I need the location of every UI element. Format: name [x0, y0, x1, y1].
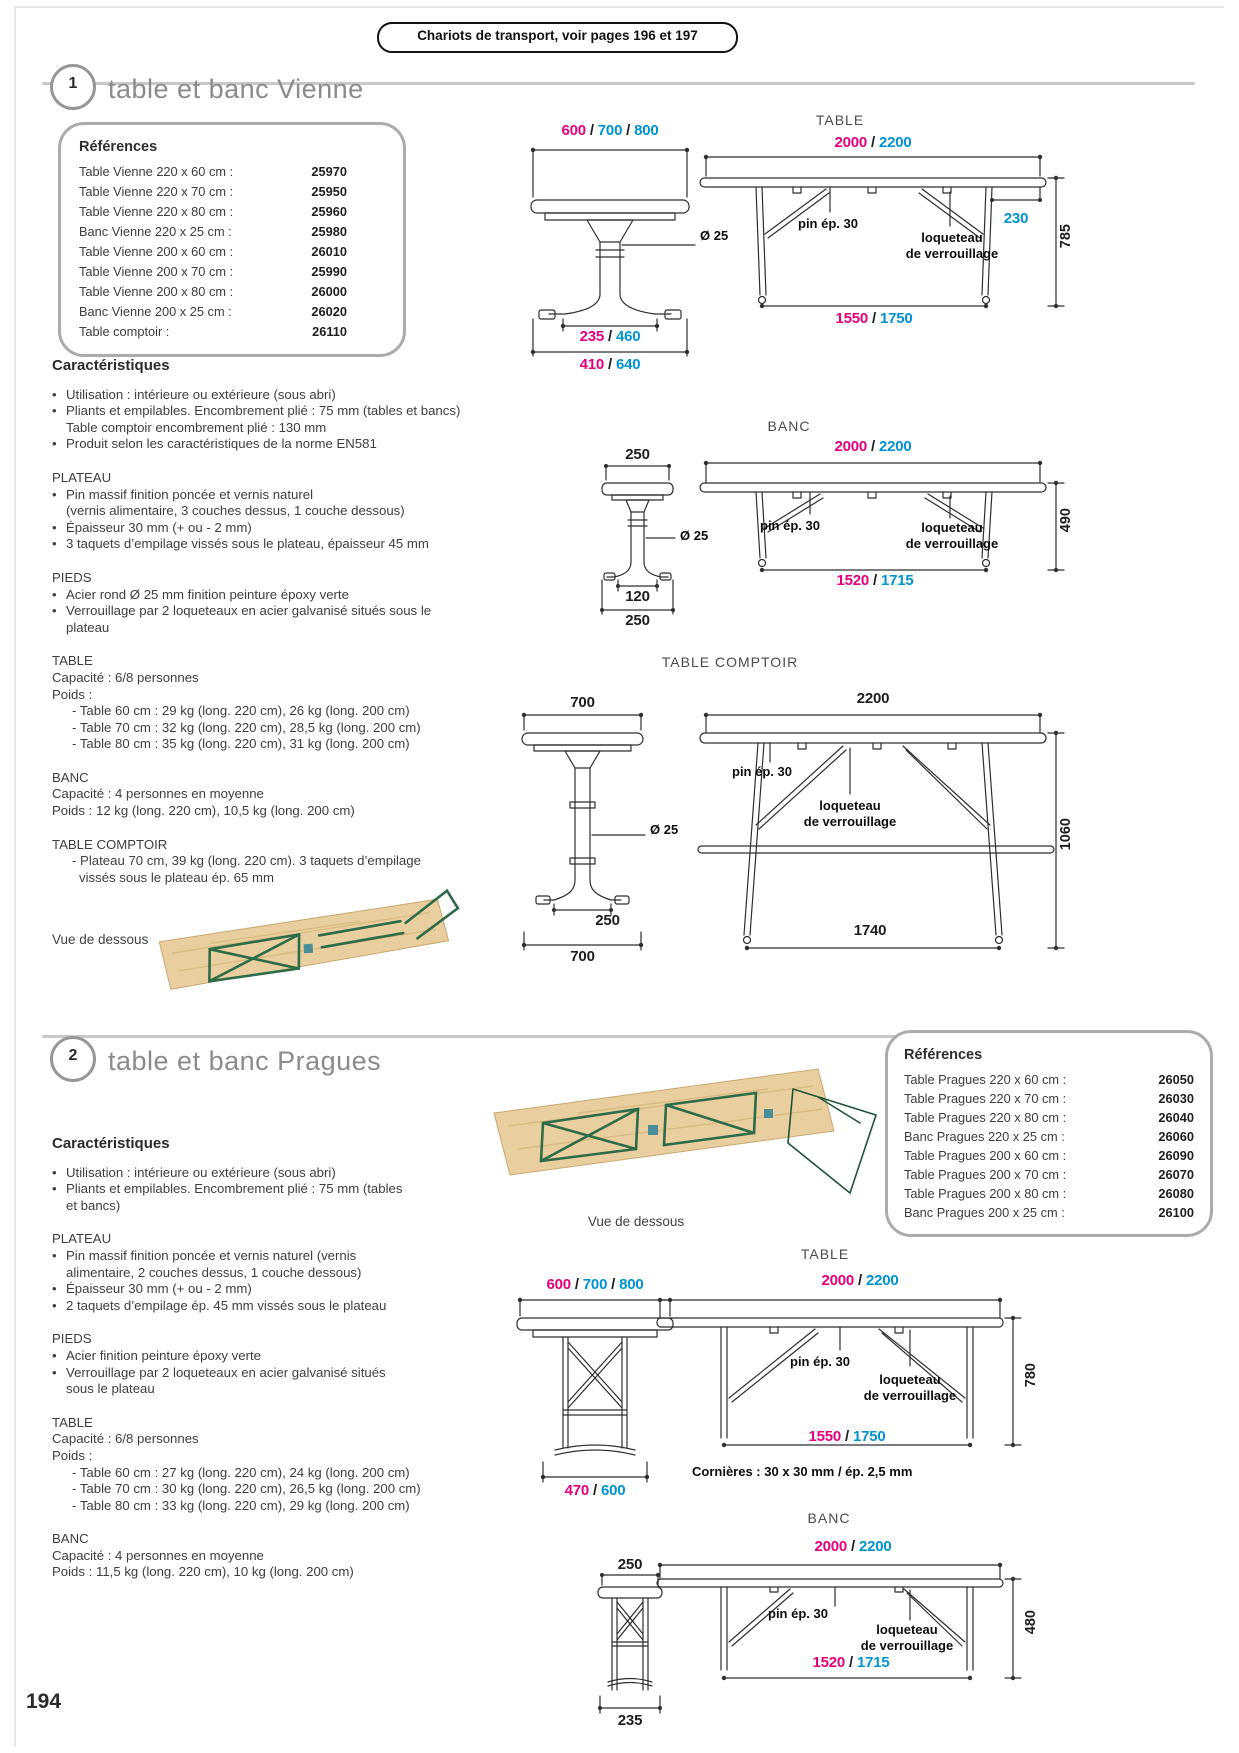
spec-line	[52, 1181, 532, 1198]
reference-row	[79, 182, 347, 202]
dimension-part: /	[604, 328, 616, 345]
diameter-label-table-end: Ø 25	[700, 228, 729, 243]
dimension-part: /	[847, 1538, 859, 1555]
spec-line: alimentaire, 2 couches dessus, 1 couche dessous)	[66, 1264, 362, 1280]
dim-banc-height: 490	[1058, 508, 1074, 533]
spec-line	[52, 1165, 532, 1182]
dimension-part: 1550	[808, 1428, 842, 1445]
dim-pragues-banc-leg-span	[751, 1654, 951, 1671]
spec-text: Pin massif finition poncée et vernis naturel	[66, 486, 314, 502]
spec-line: Poids :	[52, 686, 93, 702]
references-box-vienne	[58, 122, 406, 357]
reference-code: 26050	[1158, 1072, 1194, 1087]
spec-line	[52, 487, 532, 504]
caption-banc-pragues: BANC	[807, 1510, 851, 1526]
dimension-part: 2000	[821, 1272, 855, 1289]
dimension-part: 700	[582, 1276, 608, 1293]
reference-row	[904, 1146, 1194, 1165]
bullet-icon: •	[52, 1364, 57, 1380]
pin-thickness-label-banc: pin ép. 30	[760, 518, 820, 533]
spec-text: Utilisation : intérieure ou extérieure (sous abri)	[66, 386, 336, 402]
reference-label: Table Pragues 220 x 80 cm :	[904, 1110, 1067, 1125]
section1-title: table et banc Vienne	[108, 74, 364, 104]
dimension-part: 470	[564, 1482, 590, 1499]
vienne-banc-side-drawing	[698, 450, 1068, 578]
spec-line: TABLE COMPTOIR	[52, 836, 168, 852]
reference-code: 26000	[311, 284, 347, 299]
caption-table-comptoir: TABLE COMPTOIR	[661, 654, 799, 670]
reference-row	[79, 242, 347, 262]
vienne-underside-photo	[152, 886, 467, 1018]
spec-line: PLATEAU	[52, 469, 112, 485]
dim-banc-width: 250	[625, 446, 650, 463]
spec-line: - Table 70 cm : 32 kg (long. 220 cm), 28,5 kg (long. 200 cm)	[72, 719, 421, 735]
spec-text: Verrouillage par 2 loqueteaux en acier galvanisé situés sous le	[66, 603, 432, 619]
dim-table-height: 785	[1058, 224, 1074, 249]
dimension-part: 2200	[878, 438, 912, 455]
dimension-part: 460	[615, 328, 641, 345]
reference-label: Banc Pragues 220 x 25 cm :	[904, 1129, 1065, 1144]
spec-line: sous le plateau	[66, 1381, 155, 1397]
spec-text: Pliants et empilables. Encombrement plié : 75 mm (tables	[66, 1181, 403, 1197]
reference-row	[79, 222, 347, 242]
dim-table-leg-span	[774, 310, 974, 327]
reference-code: 26100	[1158, 1205, 1194, 1220]
spec-line: Poids :	[52, 1447, 93, 1463]
dimension-part: 2200	[858, 1538, 892, 1555]
characteristics-lines-pragues	[52, 1165, 532, 1581]
spec-text: Verrouillage par 2 loqueteaux en acier galvanisé situés	[66, 1364, 386, 1380]
spec-line	[52, 603, 532, 620]
dimension-part: /	[604, 356, 616, 373]
pragues-table-end-drawing	[515, 1290, 675, 1490]
spec-line: - Table 80 cm : 33 kg (long. 220 cm), 29 kg (long. 200 cm)	[72, 1497, 410, 1513]
pragues-underside-photo	[488, 1051, 893, 1221]
bullet-icon: •	[52, 1297, 57, 1313]
reference-code: 25960	[311, 204, 347, 219]
dimension-part: /	[868, 310, 880, 327]
reference-code: 26030	[1158, 1091, 1194, 1106]
latch-label-table	[897, 230, 1007, 262]
reference-row	[79, 322, 347, 342]
reference-row	[904, 1184, 1194, 1203]
dim-table-end-mid	[530, 328, 690, 345]
caption-table-pragues: TABLE	[800, 1246, 850, 1262]
dimension-part: /	[570, 1276, 583, 1293]
pragues-banc-end-drawing	[598, 1570, 662, 1720]
reference-label: Banc Vienne 220 x 25 cm :	[79, 224, 232, 239]
dimension-part: 1750	[852, 1428, 886, 1445]
references-list-vienne	[79, 162, 347, 342]
dimension-part: 640	[615, 356, 641, 373]
spec-line: - Table 80 cm : 35 kg (long. 220 cm), 31 kg (long. 200 cm)	[72, 736, 410, 752]
spec-line: PIEDS	[52, 1331, 92, 1347]
bottom-view-label-pragues: Vue de dessous	[587, 1214, 685, 1229]
reference-label: Table Pragues 200 x 60 cm :	[904, 1148, 1067, 1163]
page-number: 194	[26, 1690, 62, 1713]
dim-banc-leg-span	[775, 572, 975, 589]
page-edge-top	[14, 6, 1224, 8]
bottom-view-label-vienne: Vue de dessous	[52, 932, 149, 947]
spec-line: vissés sous le plateau ép. 65 mm	[79, 869, 274, 885]
dimension-part: /	[841, 1428, 853, 1445]
spec-line: et bancs)	[66, 1197, 121, 1213]
dim-comptoir-leg-span: 1740	[853, 922, 887, 939]
spec-line: TABLE	[52, 653, 93, 669]
section2-number-badge: 2	[50, 1036, 96, 1082]
latch-label-line1: loqueteau	[876, 1622, 938, 1637]
dimension-part: /	[845, 1654, 857, 1671]
spec-text: Épaisseur 30 mm (+ ou - 2 mm)	[66, 1281, 252, 1297]
spec-line: plateau	[66, 619, 110, 635]
dim-comptoir-rail: 250	[595, 912, 620, 929]
dimension-part: /	[589, 1482, 601, 1499]
dimension-part: /	[607, 1276, 620, 1293]
spec-line	[52, 1298, 532, 1315]
reference-code: 26020	[311, 304, 347, 319]
dim-banc-feet: 120	[625, 588, 650, 605]
bullet-icon: •	[52, 403, 57, 419]
spec-line	[52, 1365, 532, 1382]
dimension-part: 700	[597, 122, 623, 139]
spec-text: 3 taquets d’empilage vissés sous le plateau, épaisseur 45 mm	[66, 536, 429, 552]
dimension-part: /	[867, 438, 879, 455]
spec-line: - Table 60 cm : 29 kg (long. 220 cm), 26 kg (long. 200 cm)	[72, 703, 410, 719]
transport-carts-banner: Chariots de transport, voir pages 196 et 197	[377, 22, 738, 53]
dimension-part: 1520	[836, 572, 870, 589]
latch-label-line1: loqueteau	[921, 520, 983, 535]
bullet-icon: •	[52, 603, 57, 619]
characteristics-vienne	[52, 358, 532, 886]
dimension-part: 1715	[880, 572, 914, 589]
spec-line: Poids : 12 kg (long. 220 cm), 10,5 kg (long. 200 cm)	[52, 803, 355, 819]
reference-label: Table Vienne 200 x 60 cm :	[79, 244, 234, 259]
bullet-icon: •	[52, 1164, 57, 1180]
dimension-part: 1550	[835, 310, 869, 327]
references-title: Références	[904, 1047, 983, 1063]
bullet-icon: •	[52, 1347, 57, 1363]
reference-code: 25970	[311, 164, 347, 179]
reference-code: 25990	[311, 264, 347, 279]
dimension-part: 235	[579, 328, 605, 345]
spec-line: (vernis alimentaire, 3 couches dessus, 1 couche dessous)	[66, 503, 405, 519]
spec-line: TABLE	[52, 1414, 93, 1430]
bullet-icon: •	[52, 536, 57, 552]
reference-row	[79, 262, 347, 282]
dimension-part: 1715	[856, 1654, 890, 1671]
characteristics-pragues	[52, 1136, 532, 1581]
reference-row	[904, 1089, 1194, 1108]
reference-row	[904, 1165, 1194, 1184]
reference-code: 26010	[311, 244, 347, 259]
references-title: Références	[79, 139, 158, 155]
spec-line	[52, 436, 532, 453]
latch-label-line2: de verrouillage	[905, 536, 999, 551]
dim-comptoir-length: 2200	[856, 690, 890, 707]
spec-line: Capacité : 4 personnes en moyenne	[52, 1547, 264, 1563]
spec-text: Épaisseur 30 mm (+ ou - 2 mm)	[66, 519, 252, 535]
dim-pragues-banc-height: 480	[1023, 1610, 1039, 1635]
dimension-part: 600	[600, 1482, 626, 1499]
spec-text: Utilisation : intérieure ou extérieure (sous abri)	[66, 1164, 336, 1180]
dim-comptoir-width-bot: 700	[570, 948, 595, 965]
latch-label-line2: de verrouillage	[803, 814, 897, 829]
spec-line: PLATEAU	[52, 1231, 112, 1247]
spec-line	[52, 1248, 532, 1265]
characteristics-lines-vienne	[52, 387, 532, 887]
dimension-part: 1750	[879, 310, 913, 327]
page-edge-left	[14, 6, 16, 1747]
spec-text: Acier finition peinture époxy verte	[66, 1347, 261, 1363]
spec-text: Pin massif finition poncée et vernis naturel (vernis	[66, 1247, 357, 1263]
reference-code: 25950	[311, 184, 347, 199]
spec-line: PIEDS	[52, 569, 92, 585]
dimension-part: 410	[579, 356, 605, 373]
dimension-part: 800	[634, 122, 659, 139]
spec-line	[52, 1348, 532, 1365]
spec-line: BANC	[52, 1531, 89, 1547]
vienne-table-end-drawing	[525, 142, 695, 357]
reference-label: Table comptoir :	[79, 324, 170, 339]
bullet-icon: •	[52, 519, 57, 535]
spec-line	[52, 520, 532, 537]
dimension-part: 600	[546, 1276, 571, 1293]
spec-line	[52, 587, 532, 604]
latch-label-pragues-table	[855, 1372, 965, 1404]
section1-number-badge: 1	[50, 64, 96, 110]
reference-row	[904, 1203, 1194, 1222]
dim-banc-base: 250	[625, 612, 650, 629]
dim-table-widths	[525, 122, 695, 139]
reference-row	[79, 162, 347, 182]
dimension-part: 800	[619, 1276, 644, 1293]
latch-label-line1: loqueteau	[819, 798, 881, 813]
spec-text: 2 taquets d’empilage ép. 45 mm vissés sous le plateau	[66, 1297, 387, 1313]
reference-label: Banc Pragues 200 x 25 cm :	[904, 1205, 1065, 1220]
caption-table-vienne: TABLE	[815, 112, 865, 128]
dimension-part: /	[867, 134, 879, 151]
pin-thickness-label-table: pin ép. 30	[798, 216, 858, 231]
spec-line: Table comptoir encombrement plié : 130 mm	[66, 419, 327, 435]
dimension-part: /	[854, 1272, 866, 1289]
latch-label-comptoir	[795, 798, 905, 830]
bullet-icon: •	[52, 1281, 57, 1297]
dim-pragues-table-base	[515, 1482, 675, 1499]
bullet-icon: •	[52, 586, 57, 602]
spec-line	[52, 403, 532, 420]
latch-label-line2: de verrouillage	[860, 1638, 954, 1653]
spec-line: Capacité : 6/8 personnes	[52, 669, 199, 685]
reference-code: 26070	[1158, 1167, 1194, 1182]
corner-brackets-note: Cornières : 30 x 30 mm / ép. 2,5 mm	[692, 1464, 913, 1479]
spec-line: - Plateau 70 cm, 39 kg (long. 220 cm). 3 taquets d’empilage	[72, 853, 421, 869]
dim-pragues-table-length	[760, 1272, 960, 1289]
dim-pragues-banc-base: 235	[617, 1712, 643, 1729]
reference-label: Table Vienne 220 x 70 cm :	[79, 184, 234, 199]
pin-thickness-label-comptoir: pin ép. 30	[732, 764, 792, 779]
bullet-icon: •	[52, 436, 57, 452]
reference-label: Table Pragues 220 x 70 cm :	[904, 1091, 1067, 1106]
dim-table-overhang: 230	[1003, 210, 1029, 227]
reference-label: Table Vienne 200 x 70 cm :	[79, 264, 234, 279]
spec-line: - Table 60 cm : 27 kg (long. 220 cm), 24 kg (long. 200 cm)	[72, 1464, 410, 1480]
dim-pragues-table-height: 780	[1023, 1363, 1039, 1388]
dimension-part: 2200	[865, 1272, 899, 1289]
spec-line: Capacité : 6/8 personnes	[52, 1431, 199, 1447]
spec-text: Acier rond Ø 25 mm finition peinture époxy verte	[66, 586, 349, 602]
reference-label: Table Pragues 200 x 80 cm :	[904, 1186, 1067, 1201]
reference-label: Table Vienne 200 x 80 cm :	[79, 284, 234, 299]
spec-line	[52, 387, 532, 404]
reference-code: 26110	[312, 324, 347, 339]
bullet-icon: •	[52, 486, 57, 502]
dim-pragues-banc-length	[753, 1538, 953, 1555]
spec-text: Produit selon les caractéristiques de la norme EN581	[66, 436, 377, 452]
latch-label-line2: de verrouillage	[863, 1388, 957, 1403]
spec-line	[52, 536, 532, 553]
latch-label-line1: loqueteau	[879, 1372, 941, 1387]
dim-pragues-banc-width: 250	[617, 1556, 643, 1573]
spec-line: Capacité : 4 personnes en moyenne	[52, 786, 264, 802]
bullet-icon: •	[52, 1181, 57, 1197]
dimension-part: 2200	[878, 134, 912, 151]
references-list-pragues	[904, 1070, 1194, 1222]
reference-row	[904, 1127, 1194, 1146]
dimension-part: /	[869, 572, 881, 589]
reference-code: 26090	[1158, 1148, 1194, 1163]
bullet-icon: •	[52, 1247, 57, 1263]
latch-label-line2: de verrouillage	[905, 246, 999, 261]
bullet-icon: •	[52, 386, 57, 402]
dim-pragues-table-leg-span	[747, 1428, 947, 1445]
section2-title: table et banc Pragues	[108, 1046, 382, 1076]
latch-label-line1: loqueteau	[921, 230, 983, 245]
reference-label: Table Vienne 220 x 80 cm :	[79, 204, 234, 219]
diameter-label-banc-end: Ø 25	[680, 528, 709, 543]
reference-row	[79, 302, 347, 322]
spec-line: Poids : 11,5 kg (long. 220 cm), 10 kg (long. 200 cm)	[52, 1564, 354, 1580]
reference-label: Banc Vienne 200 x 25 cm :	[79, 304, 232, 319]
characteristics-title: Caractéristiques	[52, 357, 170, 374]
dimension-part: /	[622, 122, 635, 139]
dimension-part: 600	[561, 122, 586, 139]
reference-label: Table Pragues 220 x 60 cm :	[904, 1072, 1067, 1087]
reference-code: 25980	[311, 224, 347, 239]
spec-line: BANC	[52, 769, 89, 785]
reference-code: 26060	[1158, 1129, 1194, 1144]
reference-code: 26040	[1158, 1110, 1194, 1125]
vienne-table-side-drawing	[698, 142, 1068, 317]
reference-row	[79, 282, 347, 302]
pin-thickness-label-pragues-table: pin ép. 30	[790, 1354, 850, 1369]
spec-line	[52, 1281, 532, 1298]
latch-label-banc	[897, 520, 1007, 552]
dim-comptoir-width-top: 700	[570, 694, 595, 711]
reference-label: Table Vienne 220 x 60 cm :	[79, 164, 234, 179]
diameter-label-comptoir: Ø 25	[650, 822, 679, 837]
dimension-part: /	[585, 122, 598, 139]
dim-comptoir-height: 1060	[1058, 818, 1074, 851]
characteristics-title: Caractéristiques	[52, 1135, 170, 1152]
reference-code: 26080	[1158, 1186, 1194, 1201]
latch-label-pragues-banc	[852, 1622, 962, 1654]
caption-banc-vienne: BANC	[767, 418, 811, 434]
dimension-part: 2000	[814, 1538, 848, 1555]
dimension-part: 2000	[834, 134, 868, 151]
references-box-pragues	[885, 1030, 1213, 1237]
reference-row	[79, 202, 347, 222]
reference-row	[904, 1070, 1194, 1089]
dim-table-end-bot	[530, 356, 690, 373]
reference-row	[904, 1108, 1194, 1127]
pin-thickness-label-pragues-banc: pin ép. 30	[768, 1606, 828, 1621]
dimension-part: 2000	[834, 438, 868, 455]
spec-text: Pliants et empilables. Encombrement plié : 75 mm (tables et bancs)	[66, 403, 461, 419]
dimension-part: 1520	[812, 1654, 846, 1671]
spec-line: - Table 70 cm : 30 kg (long. 220 cm), 26,5 kg (long. 200 cm)	[72, 1481, 421, 1497]
reference-label: Table Pragues 200 x 70 cm :	[904, 1167, 1067, 1182]
